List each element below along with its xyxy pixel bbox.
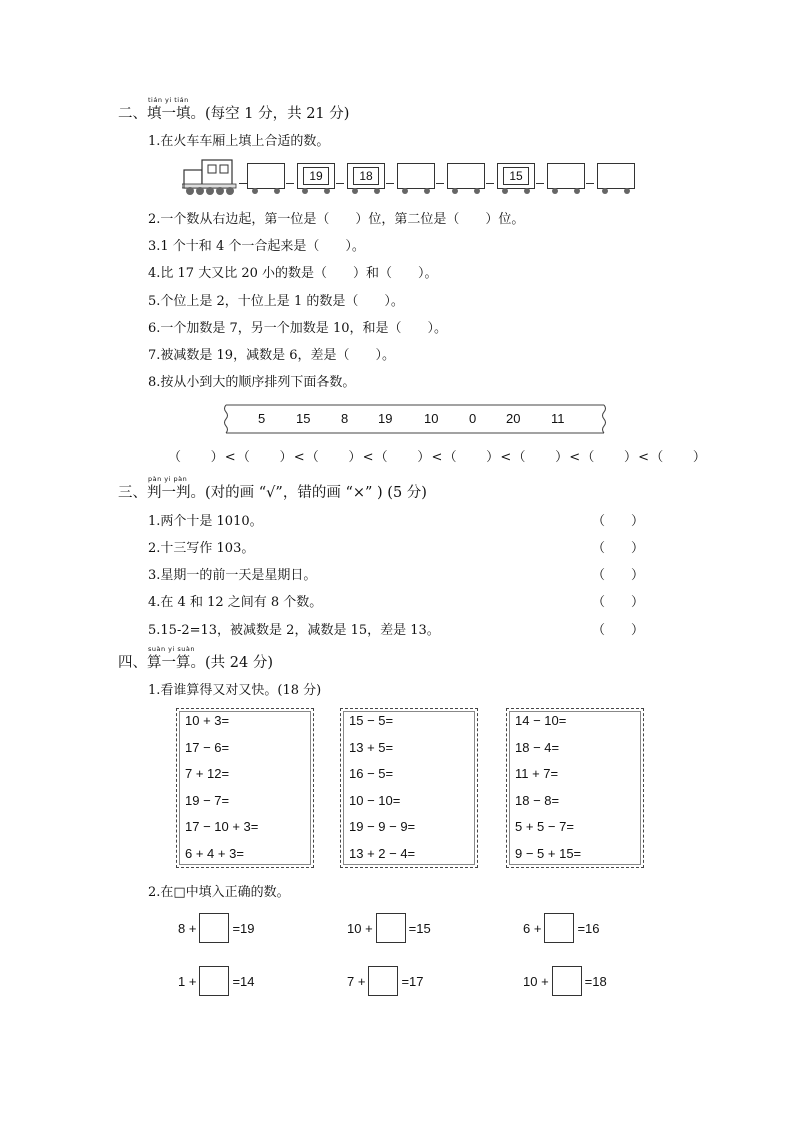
order-line: （ ）<（ ）<（ ）<（ ）<（ ）<（ ）<（ ）<（ ）: [168, 450, 708, 465]
answer-paren[interactable]: （ ）: [592, 514, 645, 529]
calc-item: 13 + 2 − 4=: [349, 846, 416, 861]
calc-item: 11 + 7=: [515, 766, 559, 781]
section4-title: 四、算一算。(共 24 分): [118, 655, 273, 671]
number-item: 19: [378, 411, 393, 426]
train-car-3: 18: [347, 163, 385, 189]
fill-item: 10 + =15: [347, 913, 431, 943]
section3-title: 三、判一判。(对的画 “√”，错的画 “×” ) (5 分): [118, 485, 427, 501]
calc-item: 18 − 4=: [515, 740, 560, 755]
judge-item: 3.星期一的前一天是星期日。: [148, 568, 317, 583]
answer-box[interactable]: [368, 966, 398, 996]
calc-item: 14 − 10=: [515, 713, 567, 728]
q1-text: 1.在火车车厢上填上合适的数。: [148, 134, 330, 149]
judge-item: 4.在 4 和 12 之间有 8 个数。: [148, 595, 323, 610]
calc-item: 7 + 12=: [185, 766, 230, 781]
q6-text: 6.一个加数是 7，另一个加数是 10，和是（ ）。: [148, 321, 447, 336]
number-item: 5: [258, 411, 266, 426]
calc-box-1: [176, 708, 314, 868]
calc-item: 9 − 5 + 15=: [515, 846, 582, 861]
calc-item: 15 − 5=: [349, 713, 394, 728]
fill-item: 6 + =16: [523, 913, 600, 943]
number-item: 20: [506, 411, 521, 426]
train-car-5: [447, 163, 485, 189]
number-item: 10: [424, 411, 439, 426]
train-car-2: 19: [297, 163, 335, 189]
q2-text: 2.一个数从右边起，第一位是（ ）位，第二位是（ ）位。: [148, 212, 525, 227]
fill-item: 1 + =14: [178, 966, 255, 996]
calc-item: 18 − 8=: [515, 793, 560, 808]
answer-box[interactable]: [199, 966, 229, 996]
calc-item: 19 − 7=: [185, 793, 230, 808]
train-car-1: [247, 163, 285, 189]
calc-item: 17 − 6=: [185, 740, 230, 755]
calc-item: 13 + 5=: [349, 740, 394, 755]
calc-item: 10 + 3=: [185, 713, 230, 728]
calc-box-2: [340, 708, 478, 868]
q5-text: 5.个位上是 2，十位上是 1 的数是（ ）。: [148, 294, 404, 309]
train-car-8: [597, 163, 635, 189]
calc-item: 10 − 10=: [349, 793, 401, 808]
judge-item: 5.15-2=13，被减数是 2，减数是 15，差是 13。: [148, 623, 440, 638]
q7-text: 7.被减数是 19，减数是 6，差是（ ）。: [148, 348, 395, 363]
answer-paren[interactable]: （ ）: [592, 595, 645, 610]
answer-paren[interactable]: （ ）: [592, 541, 645, 556]
answer-box[interactable]: [199, 913, 229, 943]
s4-q2-text: 2.在□中填入正确的数。: [148, 885, 290, 900]
answer-paren[interactable]: （ ）: [592, 623, 645, 638]
q8-text: 8.按从小到大的顺序排列下面各数。: [148, 375, 356, 390]
section3-pinyin: pàn yi pàn: [148, 475, 188, 483]
section2-title: 二、填一填。(每空 1 分，共 21 分): [118, 106, 350, 122]
section2-pinyin: tián yi tián: [148, 96, 189, 104]
calc-item: 5 + 5 − 7=: [515, 819, 574, 834]
number-item: 11: [551, 411, 565, 426]
answer-box[interactable]: [544, 913, 574, 943]
number-item: 15: [296, 411, 311, 426]
number-item: 8: [341, 411, 349, 426]
fill-item: 10 + =18: [523, 966, 607, 996]
train-car-7: [547, 163, 585, 189]
q3-text: 3.1 个十和 4 个一合起来是（ ）。: [148, 239, 365, 254]
calc-item: 19 − 9 − 9=: [349, 819, 416, 834]
judge-item: 2.十三写作 103。: [148, 541, 255, 556]
fill-item: 7 + =17: [347, 966, 424, 996]
calc-item: 17 − 10 + 3=: [185, 819, 259, 834]
calc-item: 16 − 5=: [349, 766, 394, 781]
number-item: 0: [469, 411, 477, 426]
train-engine-icon: [182, 158, 240, 196]
train-car-6: 15: [497, 163, 535, 189]
judge-item: 1.两个十是 1010。: [148, 514, 263, 529]
train-car-4: [397, 163, 435, 189]
s4-q1-text: 1.看谁算得又对又快。(18 分): [148, 683, 322, 698]
section4-pinyin: suàn yi suàn: [148, 645, 196, 653]
answer-paren[interactable]: （ ）: [592, 568, 645, 583]
q4-text: 4.比 17 大又比 20 小的数是（ ）和（ ）。: [148, 266, 438, 281]
fill-item: 8 + =19: [178, 913, 255, 943]
calc-item: 6 + 4 + 3=: [185, 846, 244, 861]
answer-box[interactable]: [376, 913, 406, 943]
answer-box[interactable]: [552, 966, 582, 996]
calc-box-3: [506, 708, 644, 868]
